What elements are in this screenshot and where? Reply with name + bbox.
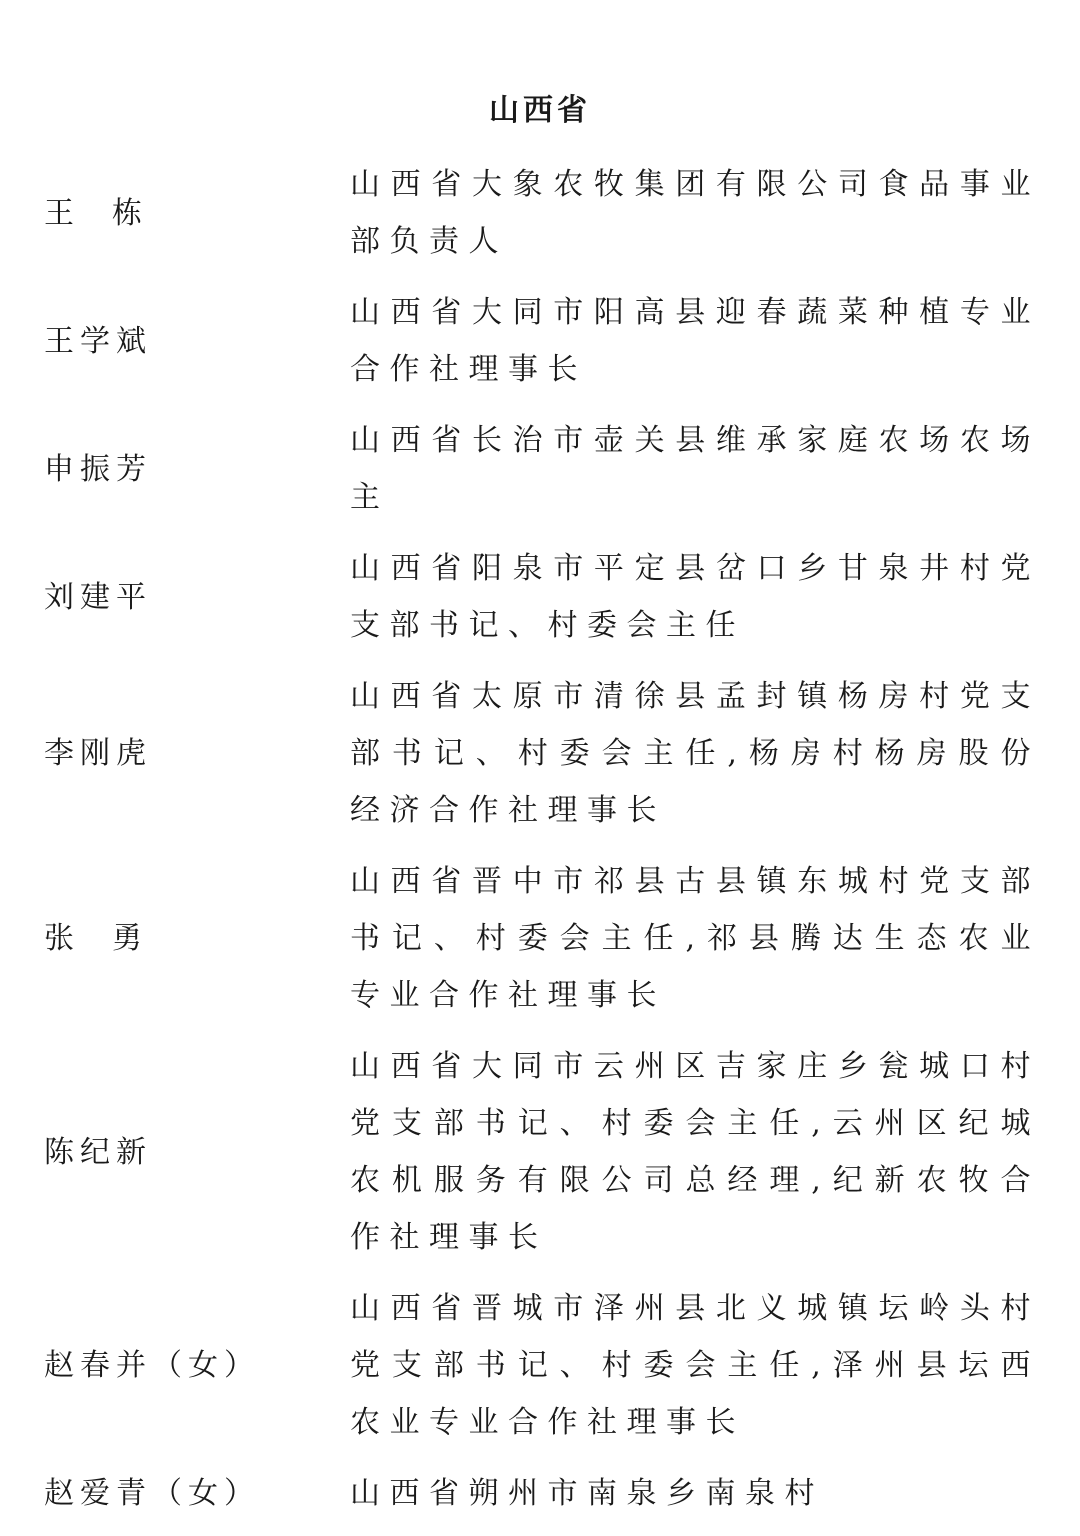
list-item bbox=[0, 853, 1080, 1024]
person-description: 山西省晋中市祁县古县镇东城村党支部书记、村委会主任,祁县腾达生态农业专业合作社理事长 bbox=[350, 864, 1040, 1013]
list-item bbox=[0, 540, 1080, 654]
person-description: 山西省大象农牧集团有限公司食品事业部负责人 bbox=[350, 167, 1040, 259]
person-description: 山西省太原市清徐县孟封镇杨房村党支部书记、村委会主任,杨房村杨房股份经济合作社理事长 bbox=[350, 679, 1040, 828]
list-item bbox=[0, 1465, 1080, 1522]
person-description: 山西省长治市壶关县维承家庭农场农场主 bbox=[350, 423, 1040, 515]
person-description: 山西省大同市云州区吉家庄乡瓮城口村党支部书记、村委会主任,云州区纪城农机服务有限公司总经理,纪新农牧合作社理事长 bbox=[350, 1049, 1040, 1255]
person-name: 王学斌 bbox=[44, 323, 152, 359]
person-description: 山西省阳泉市平定县岔口乡甘泉井村党支部书记、村委会主任 bbox=[350, 551, 1040, 643]
list-item bbox=[0, 1280, 1080, 1451]
person-name: 赵爱青（女） bbox=[44, 1476, 260, 1511]
person-name: 陈纪新 bbox=[44, 1134, 152, 1170]
list-item bbox=[0, 156, 1080, 270]
person-name: 王栋 bbox=[44, 195, 180, 231]
person-name: 张勇 bbox=[44, 921, 180, 956]
page-title: 山西省 bbox=[489, 93, 591, 128]
person-description: 山西省晋城市泽州县北义城镇坛岭头村党支部书记、村委会主任,泽州县坛西农业专业合作社理事长 bbox=[350, 1291, 1040, 1440]
person-name: 申振芳 bbox=[44, 451, 152, 487]
person-description: 山西省大同市阳高县迎春蔬菜种植专业合作社理事长 bbox=[350, 295, 1040, 387]
person-description: 山西省朔州市南泉乡南泉村 bbox=[350, 1476, 824, 1511]
list-item bbox=[0, 668, 1080, 839]
award-list bbox=[0, 156, 1080, 1536]
person-name: 李刚虎 bbox=[44, 736, 152, 771]
person-name: 赵春并（女） bbox=[44, 1348, 260, 1383]
list-item bbox=[0, 1038, 1080, 1266]
list-item bbox=[0, 412, 1080, 526]
person-name: 刘建平 bbox=[44, 579, 152, 615]
list-item bbox=[0, 284, 1080, 398]
